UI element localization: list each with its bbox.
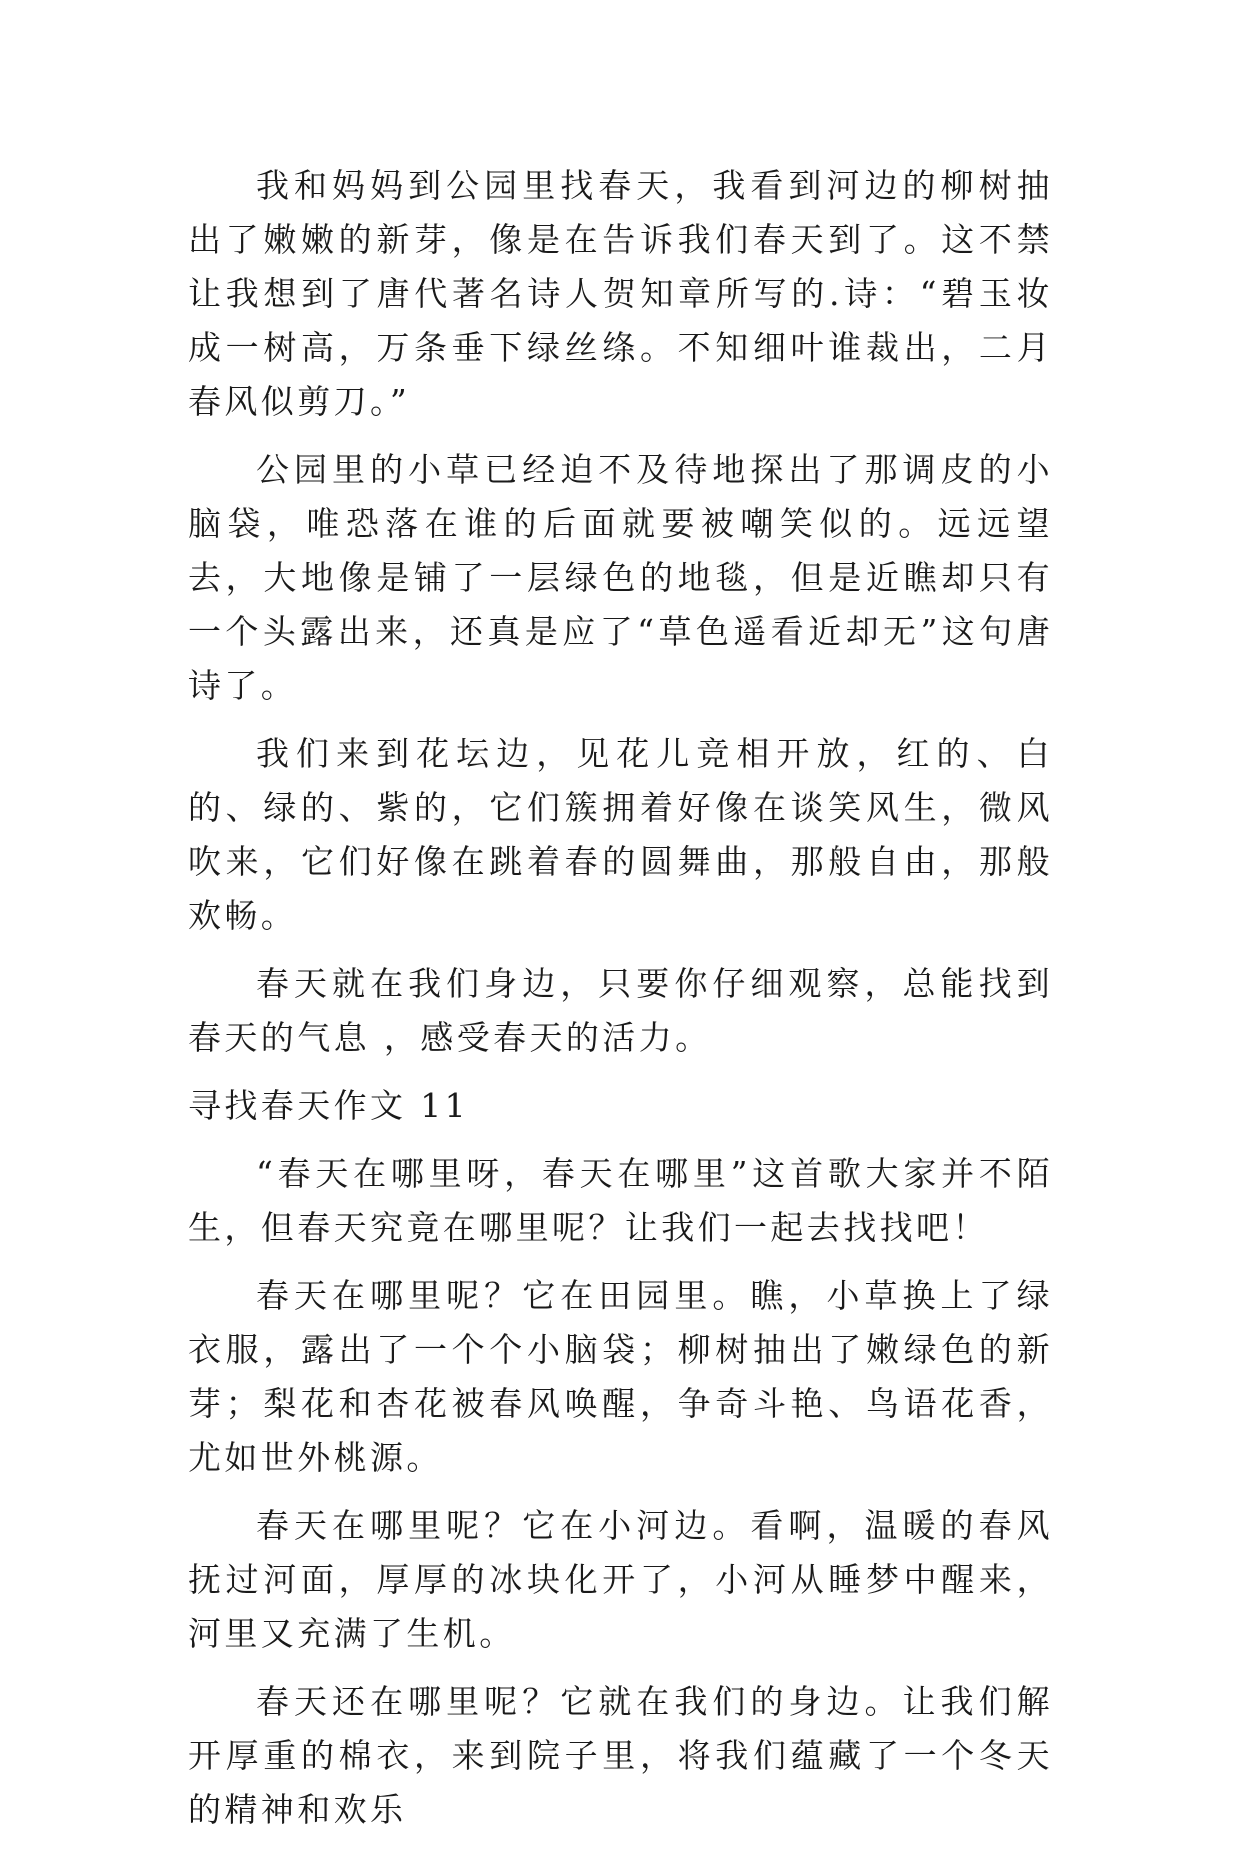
paragraph: 春天在哪里呢？它在田园里。瞧，小草换上了绿衣服，露出了一个个小脑袋；柳树抽出了嫩绿色的新芽；梨花和杏花被春风唤醒，争奇斗艳、鸟语花香，尤如世外桃源。: [188, 1276, 1053, 1477]
paragraph: 我和妈妈到公园里找春天，我看到河边的柳树抽出了嫩嫩的新芽，像是在告诉我们春天到了。这不禁让我想到了唐代著名诗人贺知章所写的.诗：“碧玉妆成一树高，万条垂下绿丝绦。不知细叶谁裁出，二月春风似剪刀。”: [188, 166, 1053, 421]
document-body: [188, 159, 1053, 1851]
paragraph: 公园里的小草已经迫不及待地探出了那调皮的小脑袋，唯恐落在谁的后面就要被嘲笑似的。远远望去，大地像是铺了一层绿色的地毯，但是近瞧却只有一个头露出来，还真是应了“草色遥看近却无”这句唐诗了。: [188, 450, 1053, 705]
paragraph: 春天在哪里呢？它在小河边。看啊，温暖的春风抚过河面，厚厚的冰块化开了，小河从睡梦中醒来，河里又充满了生机。: [188, 1506, 1053, 1653]
paragraph: 春天就在我们身边，只要你仔细观察，总能找到春天的气息 ，感受春天的活力。: [188, 964, 1053, 1057]
paragraph: 春天还在哪里呢？它就在我们的身边。让我们解开厚重的棉衣，来到院子里，将我们蕴藏了一个冬天的精神和欢乐: [188, 1682, 1053, 1829]
section-heading: 寻找春天作文 11: [188, 1086, 470, 1125]
paragraph: “春天在哪里呀，春天在哪里”这首歌大家并不陌生，但春天究竟在哪里呢？让我们一起去找找吧！: [188, 1154, 1053, 1247]
paragraph: 我们来到花坛边，见花儿竞相开放，红的、白的、绿的、紫的，它们簇拥着好像在谈笑风生，微风吹来，它们好像在跳着春的圆舞曲，那般自由，那般欢畅。: [188, 734, 1053, 935]
